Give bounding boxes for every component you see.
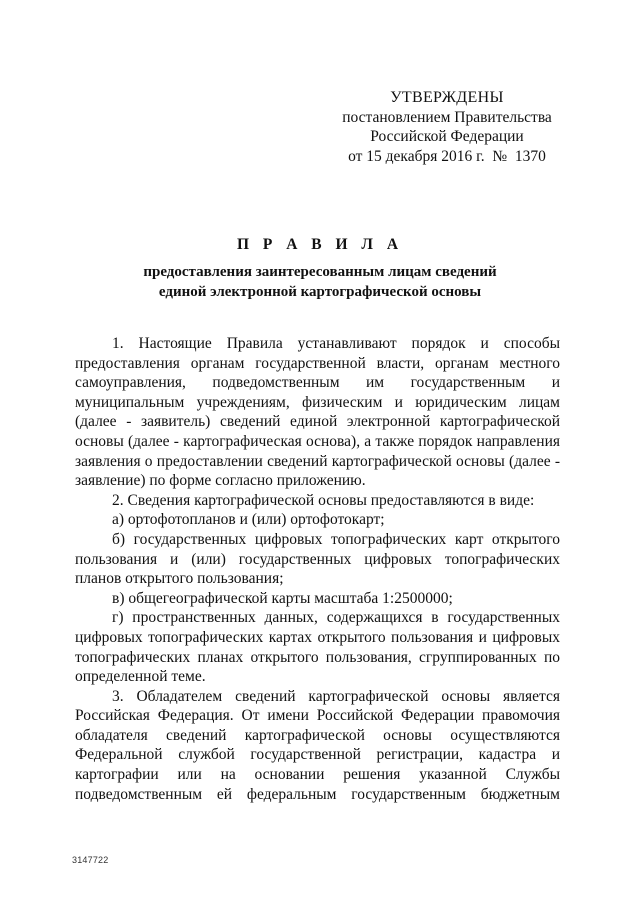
paragraph-2: 2. Сведения картографической основы предоставляются в виде: <box>112 491 535 509</box>
approval-heading: УТВЕРЖДЕНЫ <box>390 89 504 106</box>
document-body <box>75 334 560 804</box>
approval-line-government: Российской Федерации <box>370 128 524 145</box>
paragraph-2c: в) общегеографической карты масштаба 1:2500000; <box>112 589 453 607</box>
paragraph-3: 3. Обладателем сведений картографической основы является Российская Федерация. От имени Российской Федерации правомочия обладателя сведений картографической основы осуществляются Федеральной службой государственной регистрации, кадастра и картографии или на основании решения указанной Службы подведомственным ей федеральным государственным бюджетным <box>75 687 560 803</box>
paragraph-1: 1. Настоящие Правила устанавливают порядок и способы предоставления органам государственной власти, органам местного самоуправления, подведомственным им государственным и муниципальным учреждениям, физическим и юридическим лицам (далее - заявитель) сведений единой электронной картографической основы (далее - картографическая основа), а также порядок направления заявления о предоставлении сведений картографической основы (далее - заявление) по форме согласно приложению. <box>75 335 560 490</box>
paragraph-2a: а) ортофотопланов и (или) ортофотокарт; <box>112 511 385 529</box>
document-subtitle <box>0 262 640 302</box>
document-title: П Р А В И Л А <box>236 236 404 253</box>
approval-block <box>332 88 562 166</box>
subtitle-line-1: предоставления заинтересованным лицам сведений <box>143 264 497 280</box>
approval-line-decree: постановлением Правительства <box>342 108 552 126</box>
subtitle-line-2: единой электронной картографической основы <box>158 284 482 300</box>
paragraph-2b: б) государственных цифровых топографических карт открытого пользования и (или) государственных цифровых топографических планов открытого пользования; <box>75 530 560 588</box>
paragraph-2d: г) пространственных данных, содержащихся в государственных цифровых топографических картах открытого пользования и цифровых топографических планах открытого пользования, сгруппированных по определенной теме. <box>75 609 560 686</box>
approval-line-date-number: от 15 декабря 2016 г. № 1370 <box>348 147 546 165</box>
document-code: 3147722 <box>72 855 109 865</box>
